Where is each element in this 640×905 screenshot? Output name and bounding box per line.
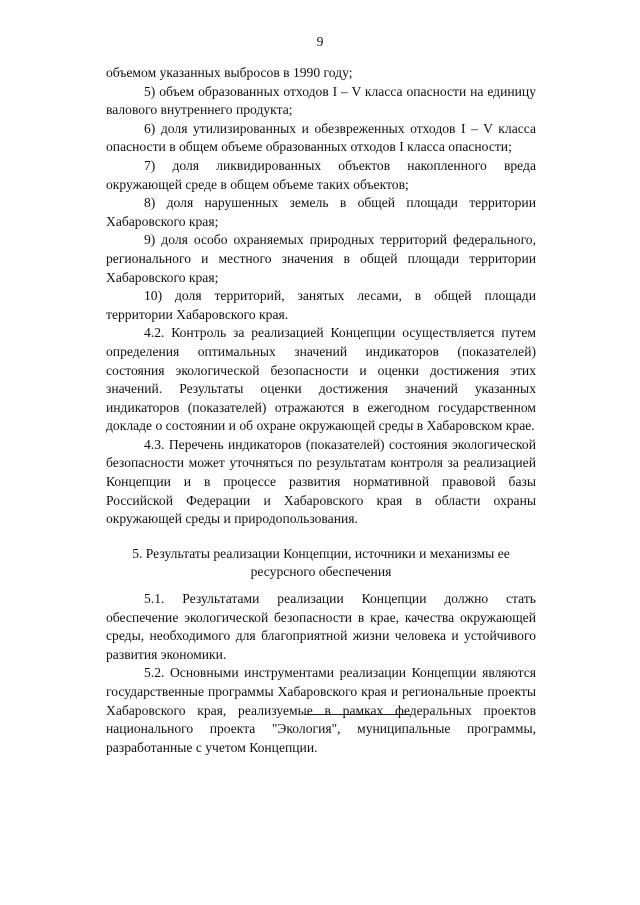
paragraph-continuation: объемом указанных выбросов в 1990 году; bbox=[106, 65, 353, 80]
section-heading: 5. Результаты реализации Концепции, источники и механизмы ее ресурсного обеспечения bbox=[132, 545, 510, 580]
paragraph-4-2: 4.2. Контроль за реализацией Концепции осуществляется путем определения оптимальных значений индикаторов (показателей) состояния экологической безопасности и оценки достижения этих значений. Результаты оценки достижения значений указанных индикаторов (показателей) отражаются в ежегодном государственном докладе о состоянии и об охране окружающей среды в Хабаровском крае. bbox=[106, 325, 536, 434]
paragraph-4-3: 4.3. Перечень индикаторов (показателей) состояния экологической безопасности может уточняться по результатам контроля за реализацией Концепции и в процессе развития нормативной правовой базы Российской Федерации и Хабаровского края в области охраны окружающей среды и природопользования. bbox=[106, 436, 536, 527]
list-item-6: 6) доля утилизированных и обезвреженных отходов I – V класса опасности в общем объеме образованных отходов I класса опасности; bbox=[106, 120, 536, 155]
list-item-10: 10) доля территорий, занятых лесами, в общей площади территории Хабаровского края. bbox=[106, 288, 536, 322]
list-item-8: 8) доля нарушенных земель в общей площади территории Хабаровского края; bbox=[106, 195, 536, 229]
paragraph-5-2: 5.2. Основными инструментами реализации Концепции являются государственные программы Хабаровского края и региональные проекты Хабаровского края, реализуемые в рамках федеральных проектов национального проекта "Экология", муниципальные программы, разработанные с учетом Концепции. bbox=[106, 665, 536, 755]
closing-divider bbox=[304, 714, 410, 715]
list-item-7: 7) доля ликвидированных объектов накопленного вреда окружающей среде в общем объеме таких объектов; bbox=[106, 157, 536, 192]
document-body bbox=[106, 64, 536, 757]
paragraph-5-1: 5.1. Результатами реализации Концепции должно стать обеспечение экологической безопасности в крае, качества окружающей среды, необходимого для благоприятной жизни человека и устойчивого развития экономики. bbox=[106, 591, 536, 662]
list-item-5: 5) объем образованных отходов I – V класса опасности на единицу валового внутреннего продукта; bbox=[106, 83, 536, 118]
page-number: 9 bbox=[316, 34, 324, 49]
list-item-9: 9) доля особо охраняемых природных территорий федерального, регионального и местного значения в общей площади территории Хабаровского края; bbox=[106, 232, 536, 285]
